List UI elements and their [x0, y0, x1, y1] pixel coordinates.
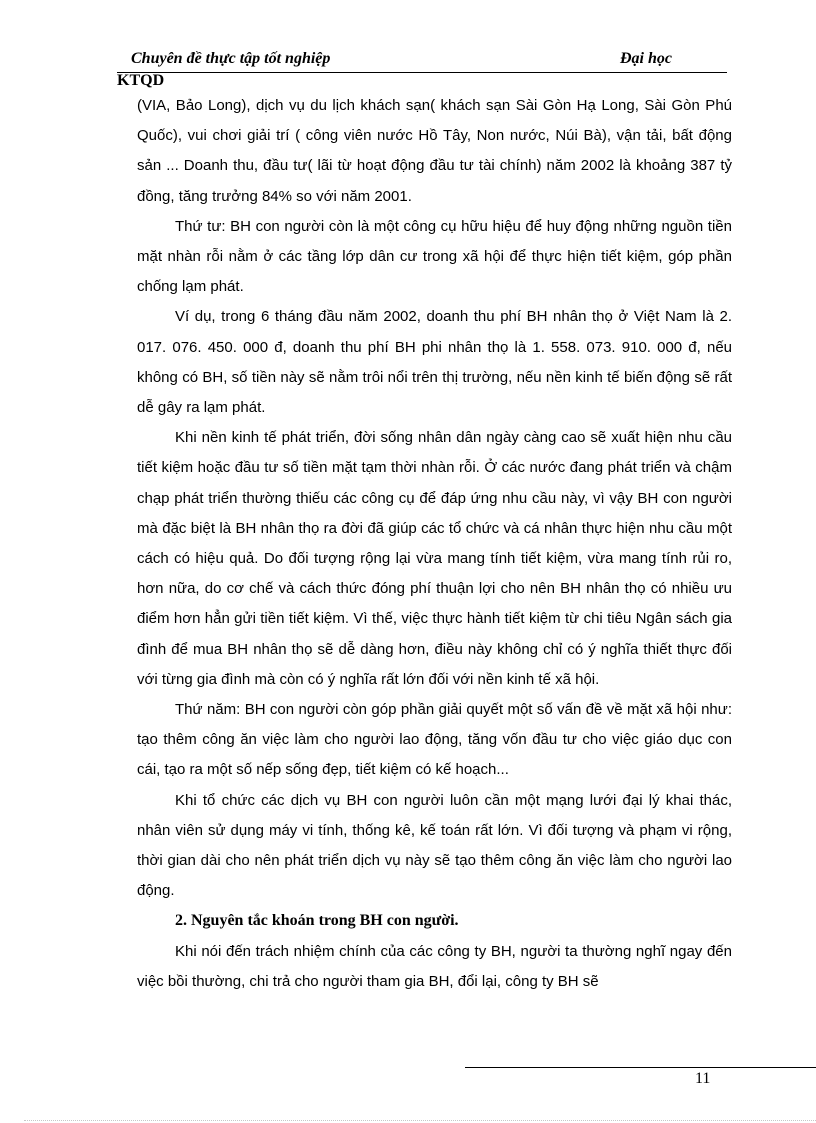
header-title: Chuyên đề thực tập tốt nghiệp: [131, 50, 331, 67]
footer-divider: [465, 1067, 816, 1068]
paragraph-vi-du: Ví dụ, trong 6 tháng đầu năm 2002, doanh thu phí BH nhân thọ ở Việt Nam là 2. 017. 076. 450. 000 đ, doanh thu phí BH phi nhân thọ là 1. 558. 073. 910. 000 đ, nếu không có BH, số tiền này sẽ nằm trôi nổi trên thị trường, nếu nền kinh tế biến động sẽ rất dễ gây ra lạm phát.: [137, 308, 732, 417]
paragraph-thu-tu: Thứ tư: BH con người còn là một công cụ hữu hiệu để huy động những nguồn tiền mặt nhàn rỗi nằm ở các tầng lớp dân cư trong xã hội để thực hiện tiết kiệm, góp phần chống lạm phát.: [137, 217, 732, 296]
page-header: [117, 50, 727, 73]
paragraph-trach-nhiem: Khi nói đến trách nhiệm chính của các công ty BH, người ta thường nghĩ ngay đến việc bồi thường, chi trả cho người tham gia BH, đổi lại, công ty BH sẽ: [137, 942, 732, 990]
paragraph-kinh-te-phat-trien: Khi nền kinh tế phát triển, đời sống nhân dân ngày càng cao sẽ xuất hiện nhu cầu tiết kiệm hoặc đầu tư số tiền mặt tạm thời nhàn rỗi. Ở các nước đang phát triển và chậm chạp phát triển thường thiếu các công cụ để đáp ứng nhu cầu này, vì vậy BH con người mà đặc biệt là BH nhân thọ ra đời đã giúp các tổ chức và cá nhân thực hiện nhu cầu một cách có hiệu quả. Do đối tượng rộng lại vừa mang tính tiết kiệm, vừa mang tính rủi ro, hơn nữa, do cơ chế và cách thức đóng phí thuận lợi cho nên BH nhân thọ có nhiều ưu điểm hơn hẳn gửi tiền tiết kiệm. Vì thế, việc thực hành tiết kiệm từ chi tiêu Ngân sách gia đình để mua BH nhân thọ sẽ dễ dàng hơn, điều này không chỉ có ý nghĩa thiết thực đối với từng gia đình mà còn có ý nghĩa rất lớn đối với nền kinh tế xã hội.: [137, 429, 732, 688]
paragraph-dich-vu: Khi tổ chức các dịch vụ BH con người luôn cần một mạng lưới đại lý khai thác, nhân viên sử dụng máy vi tính, thống kê, kế toán rất lớn. Vì đối tượng và phạm vi rộng, thời gian dài cho nên phát triển dịch vụ này sẽ tạo thêm công ăn việc làm cho người lao động.: [137, 791, 732, 900]
header-university: Đại học: [620, 50, 672, 67]
section-heading: 2. Nguyên tắc khoán trong BH con người.: [175, 912, 459, 930]
paragraph-continuation: (VIA, Bảo Long), dịch vụ du lịch khách sạn( khách sạn Sài Gòn Hạ Long, Sài Gòn Phú Quốc), vui chơi giải trí ( công viên nước Hồ Tây, Non nước, Núi Bà), vận tải, bất động sản ... Doanh thu, đầu tư( lãi từ hoạt động đầu tư tài chính) năm 2002 là khoảng 387 tỷ đồng, tăng trưởng 84% so với năm 2001.: [137, 97, 732, 205]
paragraph-thu-nam: Thứ năm: BH con người còn góp phần giải quyết một số vấn đề về mặt xã hội như: tạo thêm công ăn việc làm cho người lao động, tăng vốn đầu tư cho việc giáo dục con cái, tạo ra một số nếp sống đẹp, tiết kiệm có kế hoạch...: [137, 701, 732, 779]
page-number: 11: [695, 1070, 711, 1087]
page-bottom-border: [24, 1120, 816, 1121]
document-body: [137, 91, 732, 997]
header-university-continuation: KTQD: [117, 72, 165, 89]
